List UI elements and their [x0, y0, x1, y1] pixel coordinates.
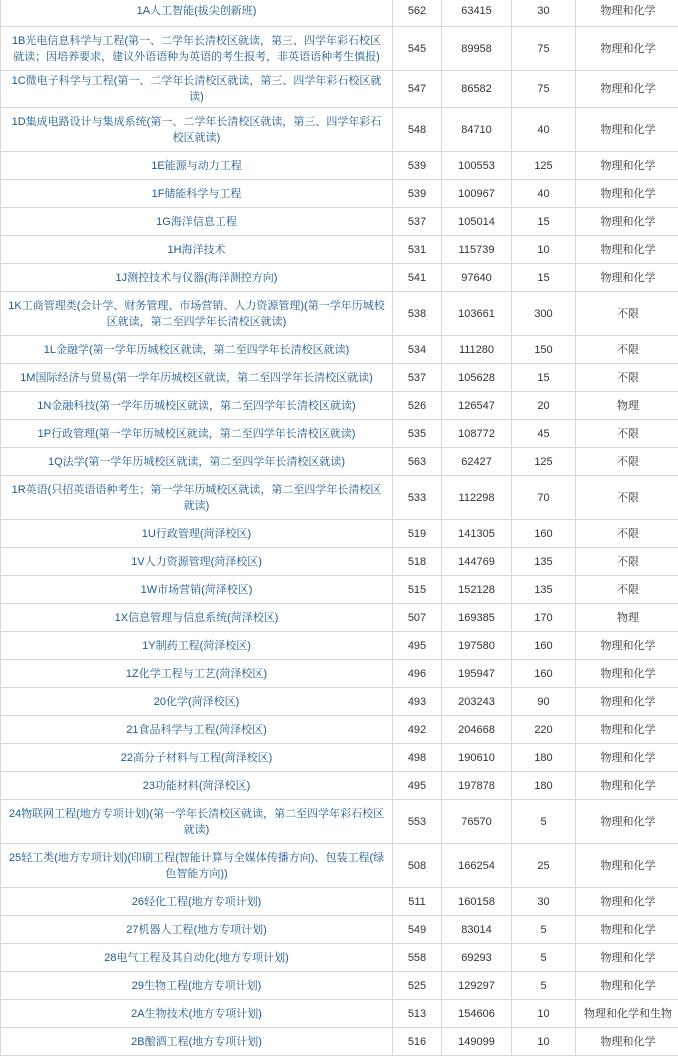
subject-requirement-cell: 不限	[576, 420, 678, 448]
plan-count-cell: 45	[512, 420, 576, 448]
subject-requirement-cell: 物理	[576, 604, 678, 632]
major-name-cell: 1Y制药工程(菏泽校区)	[1, 632, 393, 660]
table-row	[1, 152, 678, 180]
subject-requirement-cell: 物理和化学	[576, 744, 678, 772]
major-name-cell: 1H海洋技术	[1, 236, 393, 264]
subject-requirement-cell: 物理和化学	[576, 108, 678, 152]
table-row	[1, 1028, 678, 1056]
min-rank-cell: 62427	[442, 448, 512, 476]
min-score-cell: 541	[393, 264, 442, 292]
subject-requirement-cell: 物理和化学	[576, 888, 678, 916]
major-name-cell: 20化学(菏泽校区)	[1, 688, 393, 716]
major-name-cell: 1C微电子科学与工程(第一、二学年长清校区就读，第三、四学年彩石校区就读)	[1, 71, 393, 108]
plan-count-cell: 170	[512, 604, 576, 632]
major-name-cell: 1E能源与动力工程	[1, 152, 393, 180]
min-rank-cell: 129297	[442, 972, 512, 1000]
major-name-cell: 1M国际经济与贸易(第一学年历城校区就读，第二至四学年长清校区就读)	[1, 364, 393, 392]
subject-requirement-cell: 物理和化学	[576, 716, 678, 744]
min-score-cell: 526	[393, 392, 442, 420]
subject-requirement-cell: 不限	[576, 448, 678, 476]
subject-requirement-cell: 物理和化学	[576, 236, 678, 264]
table-row	[1, 1000, 678, 1028]
min-rank-cell: 197580	[442, 632, 512, 660]
plan-count-cell: 40	[512, 108, 576, 152]
major-name-cell: 1B光电信息科学与工程(第一、二学年长清校区就读，第三、四学年彩石校区就读；因培养要求，建议外语语种为英语的考生报考，非英语语种考生慎报)	[1, 27, 393, 71]
min-score-cell: 511	[393, 888, 442, 916]
table-row	[1, 476, 678, 520]
min-score-cell: 507	[393, 604, 442, 632]
min-rank-cell: 160158	[442, 888, 512, 916]
plan-count-cell: 20	[512, 392, 576, 420]
plan-count-cell: 135	[512, 576, 576, 604]
min-score-cell: 538	[393, 292, 442, 336]
min-rank-cell: 195947	[442, 660, 512, 688]
min-rank-cell: 103661	[442, 292, 512, 336]
subject-requirement-cell: 不限	[576, 520, 678, 548]
min-rank-cell: 154606	[442, 1000, 512, 1028]
subject-requirement-cell: 物理和化学	[576, 0, 678, 27]
min-rank-cell: 190610	[442, 744, 512, 772]
min-rank-cell: 141305	[442, 520, 512, 548]
subject-requirement-cell: 物理和化学	[576, 1028, 678, 1056]
min-score-cell: 545	[393, 27, 442, 71]
table-row	[1, 844, 678, 888]
major-name-cell: 1U行政管理(菏泽校区)	[1, 520, 393, 548]
subject-requirement-cell: 物理和化学	[576, 944, 678, 972]
plan-count-cell: 125	[512, 152, 576, 180]
major-name-cell: 1X信息管理与信息系统(菏泽校区)	[1, 604, 393, 632]
subject-requirement-cell: 不限	[576, 292, 678, 336]
min-score-cell: 531	[393, 236, 442, 264]
min-rank-cell: 89958	[442, 27, 512, 71]
major-name-cell: 23功能材料(菏泽校区)	[1, 772, 393, 800]
min-score-cell: 513	[393, 1000, 442, 1028]
table-row	[1, 744, 678, 772]
subject-requirement-cell: 物理和化学	[576, 916, 678, 944]
min-score-cell: 537	[393, 208, 442, 236]
table-row	[1, 208, 678, 236]
major-name-cell: 1D集成电路设计与集成系统(第一、二学年长清校区就读，第三、四学年彩石校区就读)	[1, 108, 393, 152]
plan-count-cell: 125	[512, 448, 576, 476]
major-name-cell: 2A生物技术(地方专项计划)	[1, 1000, 393, 1028]
subject-requirement-cell: 物理和化学	[576, 264, 678, 292]
subject-requirement-cell: 物理和化学	[576, 27, 678, 71]
table-row	[1, 180, 678, 208]
subject-requirement-cell: 物理和化学	[576, 208, 678, 236]
min-rank-cell: 86582	[442, 71, 512, 108]
plan-count-cell: 150	[512, 336, 576, 364]
min-score-cell: 535	[393, 420, 442, 448]
subject-requirement-cell: 不限	[576, 476, 678, 520]
plan-count-cell: 5	[512, 972, 576, 1000]
major-name-cell: 1F储能科学与工程	[1, 180, 393, 208]
table-row	[1, 364, 678, 392]
min-rank-cell: 108772	[442, 420, 512, 448]
table-row	[1, 632, 678, 660]
table-row	[1, 27, 678, 71]
min-score-cell: 519	[393, 520, 442, 548]
subject-requirement-cell: 物理和化学	[576, 844, 678, 888]
table-row	[1, 420, 678, 448]
min-rank-cell: 69293	[442, 944, 512, 972]
plan-count-cell: 160	[512, 660, 576, 688]
table-row	[1, 520, 678, 548]
min-rank-cell: 144769	[442, 548, 512, 576]
subject-requirement-cell: 不限	[576, 336, 678, 364]
min-rank-cell: 97640	[442, 264, 512, 292]
min-rank-cell: 152128	[442, 576, 512, 604]
min-rank-cell: 83014	[442, 916, 512, 944]
plan-count-cell: 70	[512, 476, 576, 520]
table-row	[1, 660, 678, 688]
plan-count-cell: 160	[512, 632, 576, 660]
min-score-cell: 562	[393, 0, 442, 27]
major-name-cell: 28电气工程及其自动化(地方专项计划)	[1, 944, 393, 972]
table-row	[1, 548, 678, 576]
major-name-cell: 1R英语(只招英语语种考生；第一学年历城校区就读，第二至四学年长清校区就读)	[1, 476, 393, 520]
table-row	[1, 71, 678, 108]
min-rank-cell: 105014	[442, 208, 512, 236]
table-row	[1, 0, 678, 27]
subject-requirement-cell: 物理和化学	[576, 800, 678, 844]
major-name-cell: 25轻工类(地方专项计划)(印刷工程(智能计算与全媒体传播方向)、包装工程(绿色智能方向))	[1, 844, 393, 888]
major-name-cell: 21食品科学与工程(菏泽校区)	[1, 716, 393, 744]
table-row	[1, 800, 678, 844]
subject-requirement-cell: 物理和化学	[576, 972, 678, 1000]
plan-count-cell: 90	[512, 688, 576, 716]
min-score-cell: 539	[393, 152, 442, 180]
subject-requirement-cell: 不限	[576, 576, 678, 604]
min-score-cell: 525	[393, 972, 442, 1000]
min-score-cell: 492	[393, 716, 442, 744]
table-body	[1, 0, 678, 1056]
plan-count-cell: 135	[512, 548, 576, 576]
min-rank-cell: 203243	[442, 688, 512, 716]
min-score-cell: 515	[393, 576, 442, 604]
major-name-cell: 24物联网工程(地方专项计划)(第一学年长清校区就读，第二至四学年彩石校区就读)	[1, 800, 393, 844]
table-row	[1, 448, 678, 476]
major-name-cell: 1Q法学(第一学年历城校区就读，第二至四学年长清校区就读)	[1, 448, 393, 476]
plan-count-cell: 10	[512, 236, 576, 264]
table-row	[1, 336, 678, 364]
table-row	[1, 888, 678, 916]
major-name-cell: 1W市场营销(菏泽校区)	[1, 576, 393, 604]
min-score-cell: 539	[393, 180, 442, 208]
major-name-cell: 27机器人工程(地方专项计划)	[1, 916, 393, 944]
min-score-cell: 518	[393, 548, 442, 576]
plan-count-cell: 75	[512, 71, 576, 108]
plan-count-cell: 5	[512, 800, 576, 844]
min-score-cell: 534	[393, 336, 442, 364]
table-row	[1, 604, 678, 632]
plan-count-cell: 40	[512, 180, 576, 208]
plan-count-cell: 10	[512, 1028, 576, 1056]
subject-requirement-cell: 物理和化学和生物	[576, 1000, 678, 1028]
major-name-cell: 1G海洋信息工程	[1, 208, 393, 236]
plan-count-cell: 180	[512, 772, 576, 800]
min-rank-cell: 169385	[442, 604, 512, 632]
plan-count-cell: 15	[512, 208, 576, 236]
min-score-cell: 493	[393, 688, 442, 716]
major-name-cell: 1J测控技术与仪器(海洋测控方向)	[1, 264, 393, 292]
major-name-cell: 1N金融科技(第一学年历城校区就读，第二至四学年长清校区就读)	[1, 392, 393, 420]
table-row	[1, 576, 678, 604]
plan-count-cell: 10	[512, 1000, 576, 1028]
subject-requirement-cell: 物理和化学	[576, 772, 678, 800]
major-name-cell: 1L金融学(第一学年历城校区就读，第二至四学年长清校区就读)	[1, 336, 393, 364]
min-score-cell: 533	[393, 476, 442, 520]
min-rank-cell: 204668	[442, 716, 512, 744]
min-score-cell: 547	[393, 71, 442, 108]
min-score-cell: 516	[393, 1028, 442, 1056]
min-rank-cell: 76570	[442, 800, 512, 844]
min-rank-cell: 149099	[442, 1028, 512, 1056]
table-row	[1, 392, 678, 420]
subject-requirement-cell: 物理和化学	[576, 632, 678, 660]
major-name-cell: 1P行政管理(第一学年历城校区就读，第二至四学年长清校区就读)	[1, 420, 393, 448]
min-rank-cell: 105628	[442, 364, 512, 392]
min-score-cell: 548	[393, 108, 442, 152]
table-row	[1, 972, 678, 1000]
min-score-cell: 498	[393, 744, 442, 772]
major-name-cell: 1K工商管理类(会计学、财务管理、市场营销、人力资源管理)(第一学年历城校区就读，第二至四学年长清校区就读)	[1, 292, 393, 336]
plan-count-cell: 25	[512, 844, 576, 888]
subject-requirement-cell: 物理和化学	[576, 71, 678, 108]
min-rank-cell: 112298	[442, 476, 512, 520]
min-score-cell: 563	[393, 448, 442, 476]
table-row	[1, 292, 678, 336]
major-name-cell: 26轻化工程(地方专项计划)	[1, 888, 393, 916]
plan-count-cell: 5	[512, 916, 576, 944]
table-row	[1, 264, 678, 292]
min-rank-cell: 197878	[442, 772, 512, 800]
plan-count-cell: 30	[512, 888, 576, 916]
plan-count-cell: 180	[512, 744, 576, 772]
min-score-cell: 558	[393, 944, 442, 972]
min-rank-cell: 126547	[442, 392, 512, 420]
min-score-cell: 549	[393, 916, 442, 944]
min-rank-cell: 100967	[442, 180, 512, 208]
table-row	[1, 688, 678, 716]
min-score-cell: 496	[393, 660, 442, 688]
min-rank-cell: 63415	[442, 0, 512, 27]
table-row	[1, 772, 678, 800]
min-score-cell: 495	[393, 772, 442, 800]
table-row	[1, 916, 678, 944]
table-row	[1, 236, 678, 264]
major-name-cell: 29生物工程(地方专项计划)	[1, 972, 393, 1000]
min-rank-cell: 166254	[442, 844, 512, 888]
table-row	[1, 716, 678, 744]
min-rank-cell: 115739	[442, 236, 512, 264]
min-rank-cell: 111280	[442, 336, 512, 364]
min-rank-cell: 100553	[442, 152, 512, 180]
major-name-cell: 1A人工智能(拔尖创新班)	[1, 0, 393, 27]
major-name-cell: 22高分子材料与工程(菏泽校区)	[1, 744, 393, 772]
table-row	[1, 108, 678, 152]
min-score-cell: 508	[393, 844, 442, 888]
major-name-cell: 2B酿酒工程(地方专项计划)	[1, 1028, 393, 1056]
subject-requirement-cell: 不限	[576, 548, 678, 576]
plan-count-cell: 300	[512, 292, 576, 336]
subject-requirement-cell: 物理和化学	[576, 660, 678, 688]
major-name-cell: 1Z化学工程与工艺(菏泽校区)	[1, 660, 393, 688]
min-rank-cell: 84710	[442, 108, 512, 152]
subject-requirement-cell: 物理和化学	[576, 180, 678, 208]
plan-count-cell: 220	[512, 716, 576, 744]
min-score-cell: 553	[393, 800, 442, 844]
subject-requirement-cell: 物理和化学	[576, 688, 678, 716]
plan-count-cell: 5	[512, 944, 576, 972]
plan-count-cell: 160	[512, 520, 576, 548]
subject-requirement-cell: 物理和化学	[576, 152, 678, 180]
plan-count-cell: 15	[512, 264, 576, 292]
plan-count-cell: 30	[512, 0, 576, 27]
subject-requirement-cell: 物理	[576, 392, 678, 420]
plan-count-cell: 75	[512, 27, 576, 71]
min-score-cell: 537	[393, 364, 442, 392]
table-row	[1, 944, 678, 972]
subject-requirement-cell: 不限	[576, 364, 678, 392]
min-score-cell: 495	[393, 632, 442, 660]
plan-count-cell: 15	[512, 364, 576, 392]
major-name-cell: 1V人力资源管理(菏泽校区)	[1, 548, 393, 576]
